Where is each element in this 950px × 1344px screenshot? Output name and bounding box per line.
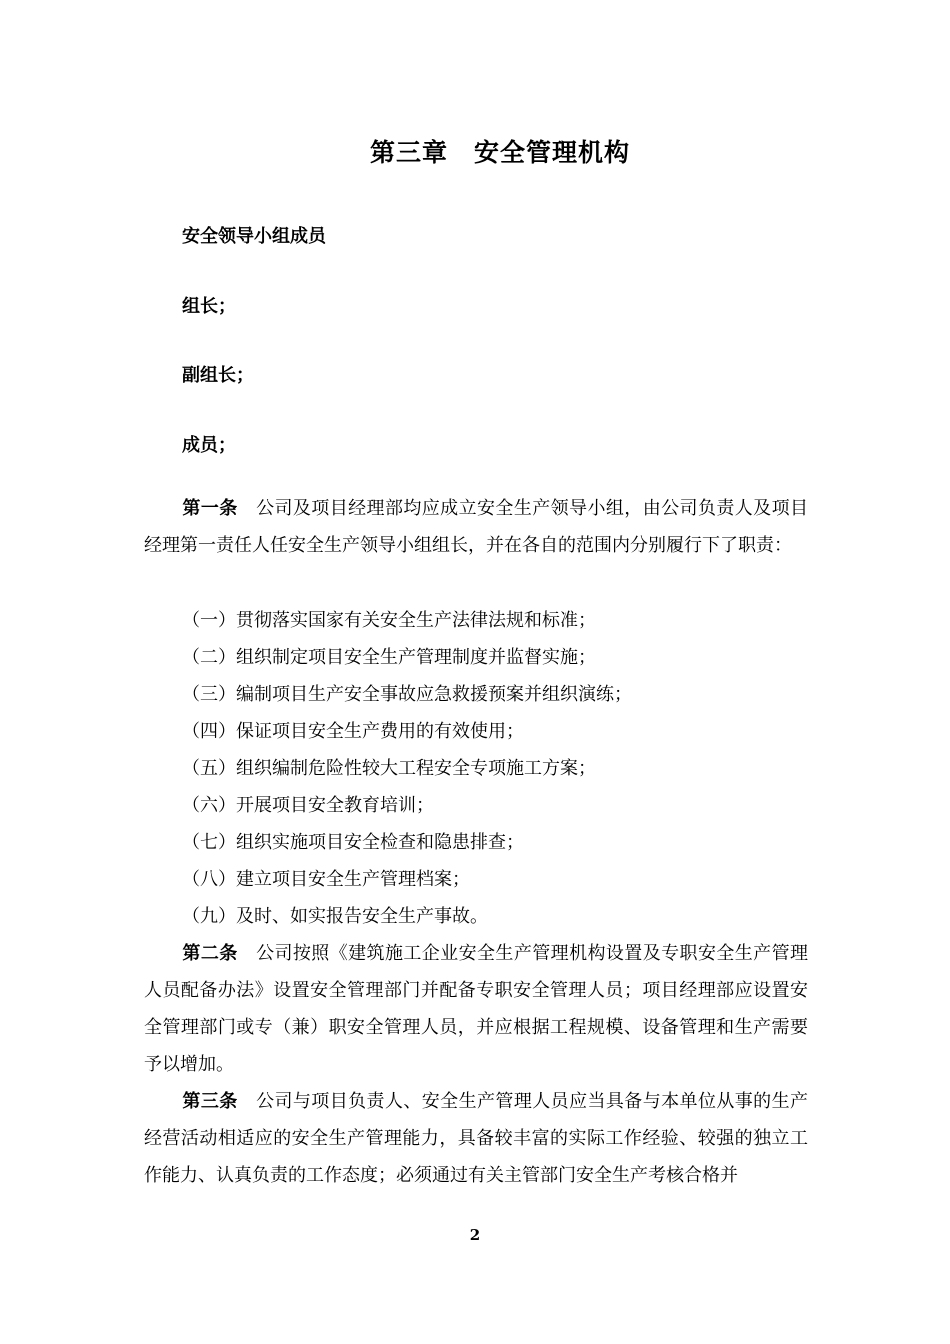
page-number: 2 bbox=[469, 1226, 481, 1244]
duty-item: （五）组织编制危险性较大工程安全专项施工方案； bbox=[182, 758, 596, 779]
article-2-lead: 第二条 bbox=[182, 943, 238, 964]
members-label: 成员； bbox=[182, 435, 236, 456]
article-3 bbox=[144, 1083, 808, 1194]
duty-item: （一）贯彻落实国家有关安全生产法律法规和标准； bbox=[182, 610, 596, 631]
duty-item: （三）编制项目生产安全事故应急救援预案并组织演练； bbox=[182, 684, 632, 705]
article-1-lead: 第一条 bbox=[182, 498, 238, 519]
article-1-text: 公司及项目经理部均应成立安全生产领导小组，由公司负责人及项目经理第一责任人任安全生产领导小组组长，并在各自的范围内分别履行下了职责： bbox=[144, 498, 809, 556]
article-3-lead: 第三条 bbox=[182, 1091, 238, 1112]
duty-item: （八）建立项目安全生产管理档案； bbox=[182, 869, 470, 890]
article-2 bbox=[144, 935, 808, 1083]
duty-item: （四）保证项目安全生产费用的有效使用； bbox=[182, 721, 524, 742]
duty-item: （九）及时、如实报告安全生产事故。 bbox=[182, 906, 488, 927]
duty-item: （七）组织实施项目安全检查和隐患排查； bbox=[182, 832, 524, 853]
deputy-label: 副组长； bbox=[182, 365, 254, 386]
article-2-text: 公司按照《建筑施工企业安全生产管理机构设置及专职安全生产管理人员配备办法》设置安全管理部门并配备专职安全管理人员；项目经理部应设置安全管理部门或专（兼）职安全管理人员，并应根据工程规模、设备管理和生产需要予以增加。 bbox=[144, 943, 809, 1075]
article-3-text: 公司与项目负责人、安全生产管理人员应当具备与本单位从事的生产经营活动相适应的安全生产管理能力，具备较丰富的实际工作经验、较强的独立工作能力、认真负责的工作态度；必须通过有关主管部门安全生产考核合格并 bbox=[144, 1091, 809, 1186]
duty-item: （二）组织制定项目安全生产管理制度并监督实施； bbox=[182, 647, 596, 668]
leader-label: 组长； bbox=[182, 296, 236, 317]
article-1 bbox=[144, 490, 808, 564]
team-heading: 安全领导小组成员 bbox=[182, 226, 326, 247]
duty-item: （六）开展项目安全教育培训； bbox=[182, 795, 434, 816]
chapter-title: 第三章 安全管理机构 bbox=[369, 138, 630, 167]
